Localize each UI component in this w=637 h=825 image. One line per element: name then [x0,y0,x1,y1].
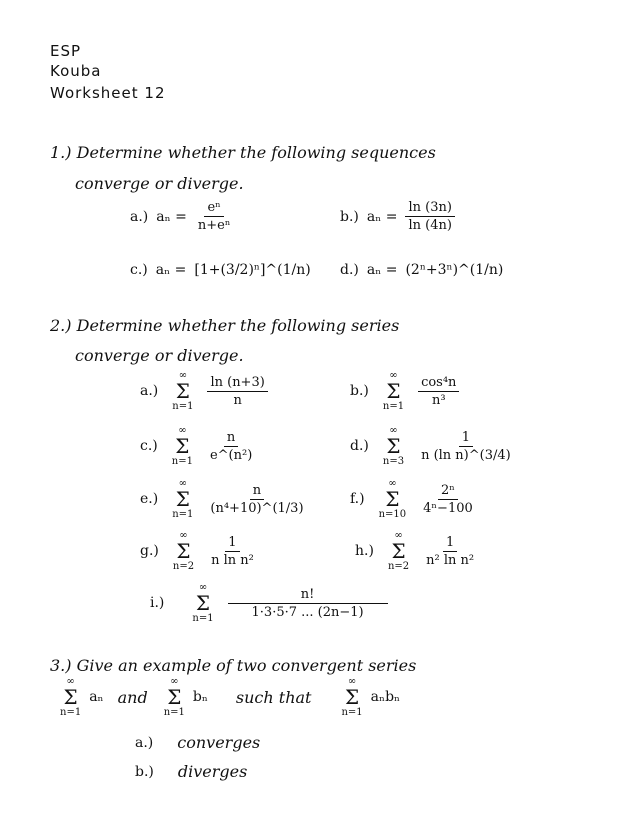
numerator: cos⁴n [418,375,459,392]
sigma-lower-limit: n=1 [171,456,193,467]
q2-item-c-label: c.) [140,438,158,454]
q2-item-f-fraction [420,483,476,516]
q1-item-b-fraction [405,200,454,233]
sigma-icon: Σ [386,379,401,403]
sigma-lower-limit: n=1 [60,707,82,718]
sigma-lower-limit: n=10 [378,509,407,520]
q2-item-b-sigma [383,370,404,412]
q1-item-d-label: d.) [340,262,359,278]
q2-item-i [150,582,388,624]
q2-item-f-label: f.) [350,491,365,507]
numerator: 1 [225,535,239,552]
q3-sum-a: aₙ [89,689,104,705]
q3-part-b-label: b.) [135,763,154,780]
q2-item-b-fraction [418,375,459,408]
q1-item-b-numerator: ln (3n) [405,200,454,217]
q2-item-a-fraction [207,375,267,408]
q1-item-a-denominator: n+eⁿ [197,218,231,233]
sigma-lower-limit: n=2 [387,561,410,572]
q3-part-a-label: a.) [135,734,154,751]
q3-number: 3.) [50,656,72,675]
q3-sum-b: bₙ [192,689,208,705]
sigma-upper-limit: ∞ [66,676,75,687]
q2-item-h-sigma [388,530,409,572]
sigma-icon: Σ [386,434,401,458]
denominator: (n⁴+10)^(1/3) [210,500,304,516]
sigma-upper-limit: ∞ [178,370,188,381]
sigma-lower-limit: n=2 [172,561,195,572]
sigma-icon: Σ [167,685,182,709]
q2-text-line-1 [50,316,399,335]
header-line-3: Worksheet 12 [50,84,166,102]
q2-item-c-sigma [172,425,193,467]
denominator: n ln n² [211,552,254,568]
denominator: 1·3·5·7 ... (2n−1) [251,604,364,620]
q3-part-a [135,733,260,752]
sigma-upper-limit: ∞ [388,478,397,489]
denominator: 4ⁿ−100 [423,500,473,516]
numerator: n [224,430,238,447]
q3-part-b [135,762,247,781]
q3-text: Give an example of two convergent series [76,656,417,675]
q2-item-e-fraction [207,483,306,516]
sigma-upper-limit: ∞ [347,676,357,687]
q2-item-g [140,530,257,572]
q2-item-h [355,530,477,572]
q2-item-e-sigma [172,478,193,520]
q2-item-a [140,370,268,412]
header-line-1: ESP [50,42,82,60]
numerator: n [250,483,264,500]
sigma-upper-limit: ∞ [179,530,188,541]
q2-item-g-label: g.) [140,543,159,559]
q2-item-c [140,425,255,467]
q1-number: 1.) [50,143,72,162]
numerator: 1 [459,430,473,447]
q2-item-g-fraction [208,535,257,568]
numerator: ln (n+3) [207,375,267,392]
sigma-lower-limit: n=1 [163,707,185,718]
q1-item-b-denominator: ln (4n) [408,218,452,233]
q2-item-i-sigma [192,582,213,624]
sigma-upper-limit: ∞ [394,530,403,541]
sigma-upper-limit: ∞ [178,478,187,489]
q3-sigma-a [60,676,81,718]
sigma-upper-limit: ∞ [198,582,208,593]
sigma-lower-limit: n=3 [382,456,405,467]
q1-item-a-numerator: eⁿ [204,200,223,217]
sigma-lower-limit: n=1 [172,509,194,520]
q2-item-f-sigma [379,478,407,520]
q1-item-a-lhs: aₙ = [156,208,187,225]
denominator: n³ [431,392,446,408]
q2-item-c-fraction [207,430,255,463]
sigma-icon: Σ [175,487,190,511]
q1-item-a-label: a.) [130,208,149,225]
sigma-icon: Σ [345,685,360,709]
sigma-upper-limit: ∞ [389,370,398,381]
q2-item-a-label: a.) [140,383,159,399]
sigma-icon: Σ [176,539,191,563]
sigma-upper-limit: ∞ [170,676,179,687]
denominator: n [233,392,242,408]
q1-item-c [130,262,311,278]
q1-item-d [340,262,503,278]
q1-item-b-label: b.) [340,208,359,225]
q2-item-b-label: b.) [350,383,369,399]
sigma-icon: Σ [385,487,400,511]
q1-item-a [130,200,233,233]
q2-item-b [350,370,459,412]
q3-part-b-text: diverges [177,762,248,781]
q3-sigma-ab [341,676,362,718]
q2-item-i-fraction [228,587,388,620]
q1-item-b-lhs: aₙ = [366,208,398,225]
q2-item-d [350,425,514,467]
q3-text-line-1 [50,656,416,675]
numerator: 2ⁿ [438,483,458,500]
q1-text-line-1 [50,143,436,162]
sigma-icon: Σ [391,539,406,563]
sigma-lower-limit: n=1 [192,613,214,624]
denominator: n (ln n)^(3/4) [421,447,511,463]
q2-item-d-sigma [383,425,404,467]
q2-item-h-fraction [423,535,477,568]
sigma-lower-limit: n=1 [341,707,363,718]
q2-item-d-fraction [418,430,514,463]
sigma-icon: Σ [195,591,211,615]
sigma-icon: Σ [175,379,190,403]
sigma-upper-limit: ∞ [178,425,187,436]
denominator: e^(n²) [209,447,253,463]
sigma-lower-limit: n=1 [172,401,194,412]
q1-item-c-expr: [1+(3/2)ⁿ]^(1/n) [194,262,311,278]
sigma-icon: Σ [63,685,78,709]
q1-text: Determine whether the following sequences [76,143,436,162]
q1-item-d-lhs: aₙ = [366,262,398,278]
q2-item-e [140,478,307,520]
header-line-2: Kouba [50,62,102,80]
sigma-lower-limit: n=1 [382,401,405,412]
q1-item-c-label: c.) [130,262,148,278]
q2-text-line-2: converge or diverge. [75,346,244,365]
q3-and: and [117,687,148,707]
q3-part-a-text: converges [177,733,261,752]
q1-item-a-fraction [195,200,234,233]
q2-number: 2.) [50,316,72,335]
q2-item-h-label: h.) [355,543,374,559]
q2-item-i-label: i.) [150,595,165,611]
q3-series-line [58,676,400,718]
q2-item-d-label: d.) [350,438,369,454]
sigma-icon: Σ [175,434,190,458]
denominator: n² ln n² [426,552,475,568]
q1-item-d-expr: (2ⁿ+3ⁿ)^(1/n) [405,262,504,278]
numerator: 1 [443,535,457,552]
sigma-upper-limit: ∞ [389,425,398,436]
q2-item-e-label: e.) [140,491,159,507]
numerator: n! [228,587,388,604]
q3-sum-ab: aₙbₙ [370,689,401,705]
q1-item-c-lhs: aₙ = [155,262,187,278]
q2-item-a-sigma [172,370,193,412]
q1-text-line-2: converge or diverge. [75,174,244,193]
q3-sigma-b [164,676,185,718]
q2-item-g-sigma [173,530,194,572]
q2-item-f [350,478,476,520]
q2-text: Determine whether the following series [76,316,400,335]
q1-item-b [340,200,455,233]
q3-such-that: such that [235,687,312,707]
